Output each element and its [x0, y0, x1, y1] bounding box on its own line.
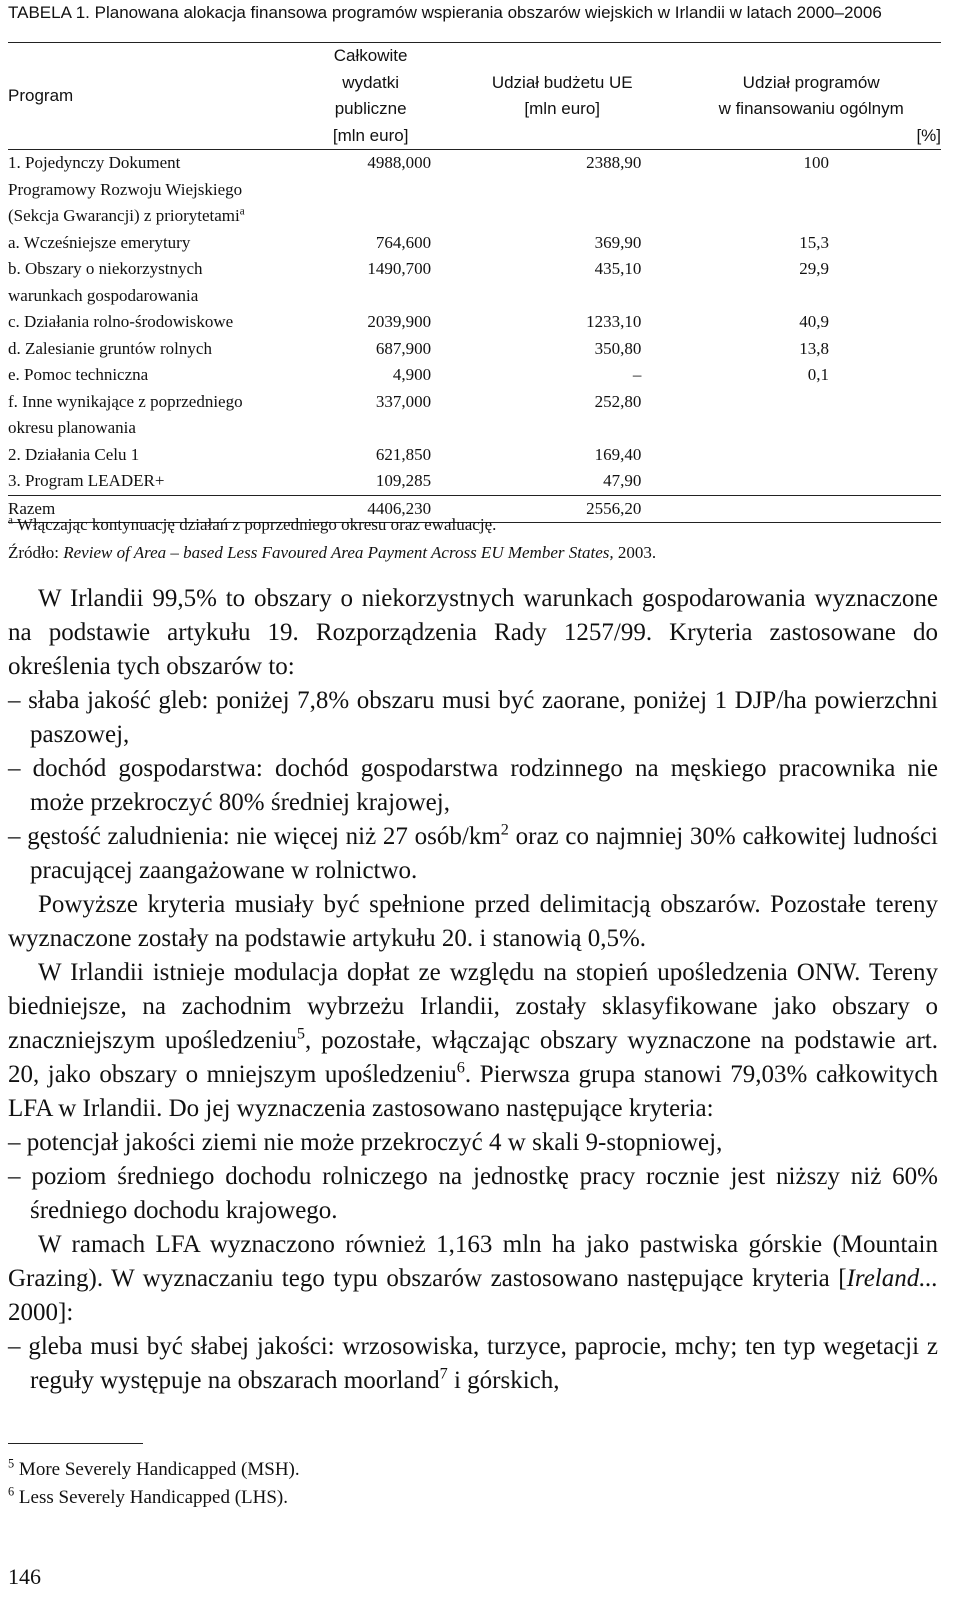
total-eu-cell: 2556,20 — [586, 498, 642, 518]
bullet-item: – potencjał jakości ziemi nie może przekroczyć 4 w skali 9-stopniowej, — [8, 1129, 723, 1156]
bullet-item: – gleba musi być słabej jakości: wrzosowiska, turzyce, paprocie, mchy; ten typ wegetacji z reguły występuje na obszarach moorland$^7$ i górskich, — [8, 1333, 938, 1394]
footnote-divider — [8, 1443, 143, 1444]
cell-share: 15,3 — [799, 232, 829, 252]
cell-share: 29,9 — [799, 259, 829, 278]
bullet-item: – dochód gospodarstwa: dochód gospodarstwa rodzinnego na męskiego pracownika nie może przekroczyć 80% średniej krajowej, — [8, 755, 938, 816]
cell-eu: 350,80 — [594, 338, 642, 358]
footnote-ref-5: 5 — [296, 1024, 305, 1043]
cell-eu: – — [632, 365, 642, 384]
table-row — [8, 336, 941, 363]
cell-eu: 2388,90 — [586, 153, 642, 172]
header-total-line-2: publiczne — [334, 99, 407, 118]
header-program-share — [651, 43, 941, 150]
header-total-line-1: Całkowite wydatki — [333, 46, 408, 92]
footnote-5: $^5$ More Severely Handicapped (MSH). — [8, 1456, 300, 1480]
footnote-ref-7: 7 — [439, 1364, 448, 1383]
row-label: 1. Pojedynczy Dokument Programowy Rozwoju Wiejskiego (Sekcja Gwarancji) z priorytetami$^a$ — [8, 153, 245, 225]
cell-total: 2039,900 — [367, 312, 432, 331]
allocation-table — [8, 42, 941, 523]
paragraph: W Irlandii istnieje modulacja dopłat ze względu na stopień upośledzenia ONW. Tereny biedniejsze, na zachodnim wybrzeżu Irlandii, zostały sklasyfikowane jako obszary o znaczniejszym upośledzeniu$^5$, pozostałe, włączając obszary wyznaczone na podstawie art. 20, jako obszary o mniejszym upośledzeniu$^6$. Pierwsza grupa stanowi 79,03% całkowitych LFA w Irlandii. Do jej wyznaczenia zastosowano następujące kryteria: — [8, 959, 938, 1122]
row-label: a. Wcześniejsze emerytury — [8, 232, 191, 252]
total-cell: 4406,230 — [367, 498, 432, 518]
header-program: Program — [8, 85, 74, 105]
header-share-line-2: w finansowaniu ogólnym — [718, 99, 904, 118]
table-source: Źródło: Review of Area – based Less Favoured Area Payment Across EU Member States, 2003. — [8, 543, 657, 562]
cell-share — [651, 442, 941, 469]
cell-share: 13,8 — [799, 338, 829, 358]
bullet-item: – słaba jakość gleb: poniżej 7,8% obszaru musi być zaorane, poniżej 1 DJP/ha powierzchni paszowej, — [8, 687, 938, 748]
cell-share: 40,9 — [799, 312, 829, 331]
header-share-line-3: [%] — [916, 125, 941, 145]
cell-total: 687,900 — [375, 338, 432, 358]
total-share-cell — [651, 495, 941, 523]
cell-eu: 369,90 — [594, 232, 642, 252]
table-row — [8, 362, 941, 389]
row-label: c. Działania rolno-środowiskowe — [8, 312, 234, 331]
row-label: 3. Program LEADER+ — [8, 471, 165, 490]
paragraph: Powyższe kryteria musiały być spełnione przed delimitacją obszarów. Pozostałe tereny wyznaczone zostały na podstawie artykułu 20. i stanowią 0,5%. — [8, 891, 938, 952]
cell-share: 100 — [803, 153, 829, 172]
header-eu-line-2: [mln euro] — [524, 99, 601, 118]
cell-share — [651, 389, 941, 442]
header-eu-line-1: Udział budżetu UE — [491, 72, 633, 92]
row-label: d. Zalesianie gruntów rolnych — [8, 338, 212, 358]
cell-total: 4988,000 — [367, 153, 432, 172]
cell-total: 621,850 — [375, 444, 432, 464]
table-row — [8, 389, 941, 442]
header-total-expenditure — [288, 43, 433, 150]
row-label: 2. Działania Celu 1 — [8, 444, 140, 464]
cell-total: 109,285 — [375, 471, 432, 490]
row-label: f. Inne wynikające z poprzedniego okresu planowania — [8, 391, 243, 437]
footnote-marker-a: a — [239, 205, 245, 218]
table-footnote: $^a$ Włączając kontynuację działań z poprzedniego okresu oraz ewaluację. — [8, 514, 497, 534]
footnote-ref-6: 6 — [456, 1058, 465, 1077]
table-header-row — [8, 43, 941, 150]
cell-eu: 435,10 — [594, 259, 642, 278]
bullet-item: – gęstość zaludnienia: nie więcej niż 27 osób/$km^2$ oraz co najmniej 30% całkowitej ludności pracującej zaangażowane w rolnictwo. — [8, 820, 939, 884]
footnote-6: $^6$ Less Severely Handicapped (LHS). — [8, 1484, 289, 1508]
header-eu-share — [433, 43, 651, 150]
cell-total: 4,900 — [392, 365, 432, 384]
cell-share: 0,1 — [807, 365, 829, 384]
table-row — [8, 230, 941, 257]
cell-eu: 1233,10 — [586, 312, 642, 331]
paragraph: W ramach LFA wyznaczono również 1,163 mln ha jako pastwiska górskie (Mountain Grazing). W wyznaczaniu tego typu obszarów zastosowano następujące kryteria [Ireland... 2000]: — [8, 1231, 938, 1326]
row-label: b. Obszary o niekorzystnych warunkach gospodarowania — [8, 259, 203, 305]
row-label: e. Pomoc techniczna — [8, 365, 149, 384]
table-row — [8, 256, 941, 309]
cell-share — [651, 468, 941, 495]
table-row — [8, 442, 941, 469]
cell-eu: 47,90 — [603, 471, 642, 490]
table-caption: TABELA 1. Planowana alokacja finansowa programów wspierania obszarów wiejskich w Irlandii w latach 2000–2006 — [8, 3, 882, 22]
cell-total: 337,000 — [375, 391, 432, 411]
table-row — [8, 309, 941, 336]
cell-total: 1490,700 — [367, 259, 432, 278]
header-share-line-1: Udział programów — [742, 72, 880, 92]
paragraph: W Irlandii 99,5% to obszary o niekorzystnych warunkach gospodarowania wyznaczone na podstawie artykułu 19. Rozporządzenia Rady 1257/99. Kryteria zastosowane do określenia tych obszarów to: — [8, 585, 938, 680]
cell-eu: 252,80 — [594, 391, 642, 411]
cell-total: 764,600 — [375, 232, 432, 252]
table-row — [8, 468, 941, 495]
cell-eu: 169,40 — [594, 444, 642, 464]
bullet-item: – poziom średniego dochodu rolniczego na jednostkę pracy rocznie jest niższy niż 60% średniego dochodu krajowego. — [8, 1163, 938, 1224]
table-row — [8, 150, 941, 230]
page-number: 146 — [8, 1564, 41, 1589]
total-label: Razem — [8, 498, 56, 518]
body-text — [8, 582, 938, 1398]
header-total-line-3: [mln euro] — [332, 125, 409, 145]
source-title: Review of Area – based Less Favoured Area Payment Across EU Member States, — [63, 543, 614, 562]
